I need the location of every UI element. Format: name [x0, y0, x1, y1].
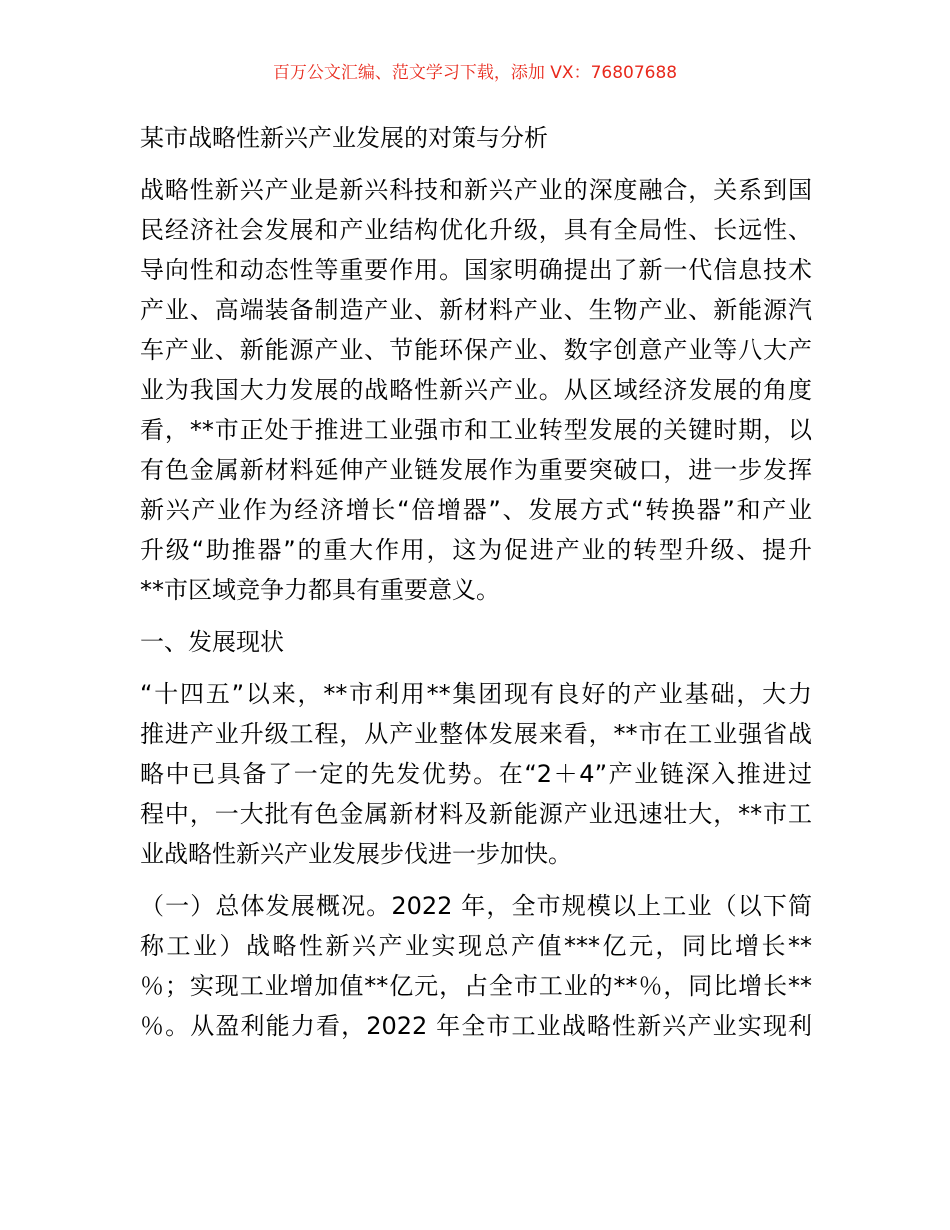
- watermark-header: 百万公文汇编、范文学习下载，添加 VX：76807688: [272, 63, 678, 83]
- document-title: 某市战略性新兴产业发展的对策与分析: [140, 124, 548, 152]
- paragraph-line: “十四五”以来，**市利用**集团现有良好的产业基础，大力: [140, 680, 812, 708]
- paragraph-line: 称工业）战略性新兴产业实现总产值***亿元，同比增长**: [140, 932, 812, 960]
- paragraph-line: 业为我国大力发展的战略性新兴产业。从区域经济发展的角度: [140, 376, 812, 404]
- paragraph-status: [140, 674, 812, 874]
- paragraph-line: 看，**市正处于推进工业强市和工业转型发展的关键时期，以: [140, 416, 812, 444]
- paragraph-line: 车产业、新能源产业、节能环保产业、数字创意产业等八大产: [140, 336, 812, 364]
- paragraph-intro: [140, 170, 812, 610]
- paragraph-line: 程中，一大批有色金属新材料及新能源产业迅速壮大，**市工: [140, 800, 812, 828]
- paragraph-line: 略中已具备了一定的先发优势。在“2＋4”产业链深入推进过: [140, 760, 812, 788]
- paragraph-line: 升级“助推器”的重大作用，这为促进产业的转型升级、提升: [140, 536, 812, 564]
- paragraph-overview: [140, 886, 812, 1046]
- document-body: [140, 118, 812, 1046]
- paragraph-line: 导向性和动态性等重要作用。国家明确提出了新一代信息技术: [140, 256, 812, 284]
- paragraph-line: 业战略性新兴产业发展步伐进一步加快。: [140, 840, 572, 868]
- paragraph-line: **市区域竞争力都具有重要意义。: [140, 576, 500, 604]
- section-heading: 一、发展现状: [140, 628, 284, 656]
- paragraph-line: ％。从盈利能力看，2022 年全市工业战略性新兴产业实现利: [140, 1012, 812, 1040]
- paragraph-line: 推进产业升级工程，从产业整体发展来看，**市在工业强省战: [140, 720, 812, 748]
- paragraph-line: ％；实现工业增加值**亿元，占全市工业的**％，同比增长**: [140, 972, 812, 1000]
- paragraph-line: 民经济社会发展和产业结构优化升级，具有全局性、长远性、: [140, 216, 812, 244]
- paragraph-line: （一）总体发展概况。2022 年，全市规模以上工业（以下简: [140, 892, 812, 920]
- paragraph-line: 有色金属新材料延伸产业链发展作为重要突破口，进一步发挥: [140, 456, 812, 484]
- paragraph-line: 新兴产业作为经济增长“倍增器”、发展方式“转换器”和产业: [140, 496, 812, 524]
- paragraph-line: 战略性新兴产业是新兴科技和新兴产业的深度融合，关系到国: [140, 176, 812, 204]
- paragraph-line: 产业、高端装备制造产业、新材料产业、生物产业、新能源汽: [140, 296, 812, 324]
